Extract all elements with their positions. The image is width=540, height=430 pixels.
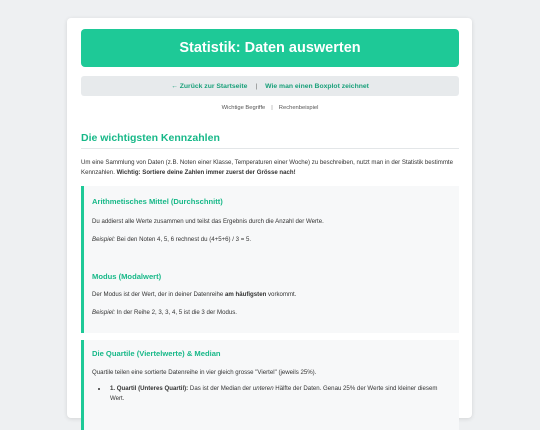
card-mean-example-label: Beispiel: (92, 236, 116, 243)
quartile-item-1-emphasis: unteren (252, 385, 274, 392)
card-mode-example-text: In der Reihe 2, 3, 3, 4, 5 ist die 3 der Modus. (115, 309, 237, 316)
card-mean-title: Arithmetisches Mittel (Durchschnitt) (92, 197, 223, 206)
intro-text: Um eine Sammlung von Daten (z.B. Noten einer Klasse, Temperaturen einer Woche) zu beschreiben, nutzt man in der Statistik bestimmte Kennzahlen. (81, 159, 454, 176)
back-to-home-link[interactable]: ← Zurück zur Startseite (171, 82, 248, 90)
page-title-text: Statistik: Daten auswerten (179, 40, 361, 56)
card-mean (81, 186, 459, 272)
card-mode-text-before: Der Modus ist der Wert, der in deiner Datenreihe (92, 291, 225, 298)
card-mean-example-text: Bei den Noten 4, 5, 6 rechnest du (4+5+6) / 3 = 5. (115, 236, 252, 243)
quartile-item-1 (108, 384, 451, 404)
card-mode-title: Modus (Modalwert) (92, 272, 162, 281)
card-mode-text-after: vorkommt. (266, 291, 297, 298)
section-divider (81, 148, 459, 149)
content-page (67, 18, 472, 418)
card-mode-example-label: Beispiel: (92, 309, 116, 316)
card-quartiles-text: Quartile teilen eine sortierte Datenreihe in vier gleich grosse "Viertel" (jeweils 25%). (92, 369, 317, 376)
anchor-link-terms[interactable]: Wichtige Begriffe (221, 105, 266, 111)
intro-paragraph (81, 158, 459, 178)
quartile-item-1-text-before: Das ist der Median der (188, 385, 253, 392)
anchor-separator: | (271, 105, 273, 111)
anchor-links (81, 105, 459, 115)
boxplot-guide-link[interactable]: Wie man einen Boxplot zeichnet (265, 82, 369, 90)
card-mode-text-bold: am häufigsten (225, 291, 267, 298)
card-mode (81, 263, 459, 333)
card-quartiles (81, 340, 459, 430)
quartile-item-1-label: 1. Quartil (Unteres Quartil): (110, 385, 189, 392)
quartile-item-1-text-after: Hälfte der Daten. Genau 25% der Werte sind kleiner diesem Wert. (110, 385, 438, 402)
card-mean-example (92, 235, 451, 244)
intro-warning: Wichtig: Sortiere deine Zahlen immer zuerst der Grösse nach! (116, 168, 296, 176)
card-mode-text (92, 290, 451, 299)
page-title (81, 29, 459, 67)
card-mode-example (92, 308, 451, 317)
nav-separator: | (255, 82, 258, 90)
quartiles-list (92, 384, 451, 404)
card-mean-text: Du addierst alle Werte zusammen und teilst das Ergebnis durch die Anzahl der Werte. (92, 218, 324, 225)
card-quartiles-title: Die Quartile (Viertelwerte) & Median (92, 349, 221, 358)
top-navigation (81, 76, 459, 96)
anchor-link-example[interactable]: Rechenbeispiel (278, 105, 319, 111)
section-heading: Die wichtigsten Kennzahlen (81, 132, 220, 144)
